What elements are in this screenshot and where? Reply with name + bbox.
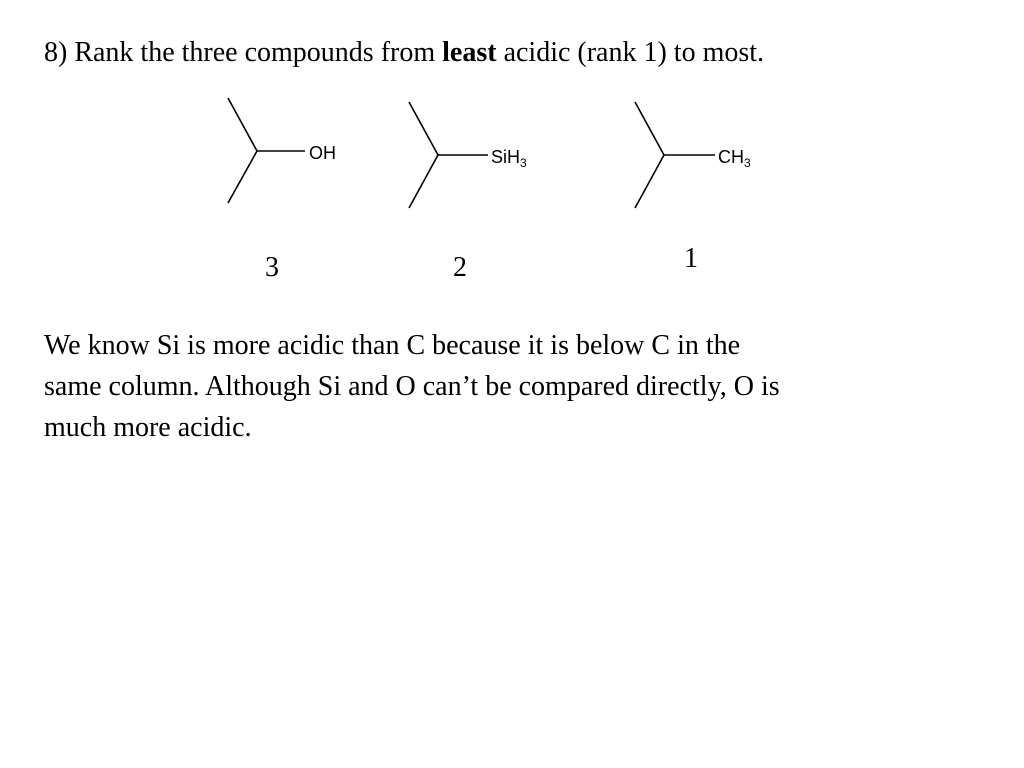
explanation-line-2: same column. Although Si and O can’t be compared directly, O is: [44, 371, 780, 402]
compound-2-structure: [409, 102, 488, 208]
compound-3-structure: [635, 102, 715, 208]
compound-1-structure: [228, 98, 305, 203]
compound-1-group-main: OH: [309, 143, 336, 163]
compound-2-group-subscript: 3: [520, 156, 527, 170]
compound-2-group-main: SiH: [491, 147, 521, 167]
question-prefix: 8) Rank the three compounds from: [44, 37, 443, 68]
explanation-line-1: We know Si is more acidic than C because it is below C in the: [44, 330, 741, 361]
explanation-line-3: much more acidic.: [44, 412, 252, 443]
bond-lower: [409, 155, 438, 208]
bond-lower: [228, 151, 257, 203]
question-suffix: acidic (rank 1) to most.: [496, 37, 765, 68]
bond-upper: [228, 98, 257, 151]
explanation-text: [44, 325, 984, 448]
question-emphasis: least: [442, 37, 497, 68]
rank-compound-1: 3: [265, 252, 279, 283]
bond-lower: [635, 155, 664, 208]
rank-compound-3: 1: [684, 243, 698, 274]
compound-3-group-main: CH: [718, 147, 744, 167]
compound-3-group: [718, 147, 751, 170]
bond-upper: [635, 102, 664, 155]
bond-upper: [409, 102, 438, 155]
compound-2-group: [491, 147, 527, 170]
rank-compound-2: 2: [453, 252, 467, 283]
compound-3-group-subscript: 3: [744, 156, 751, 170]
compound-1-group: [309, 143, 336, 163]
